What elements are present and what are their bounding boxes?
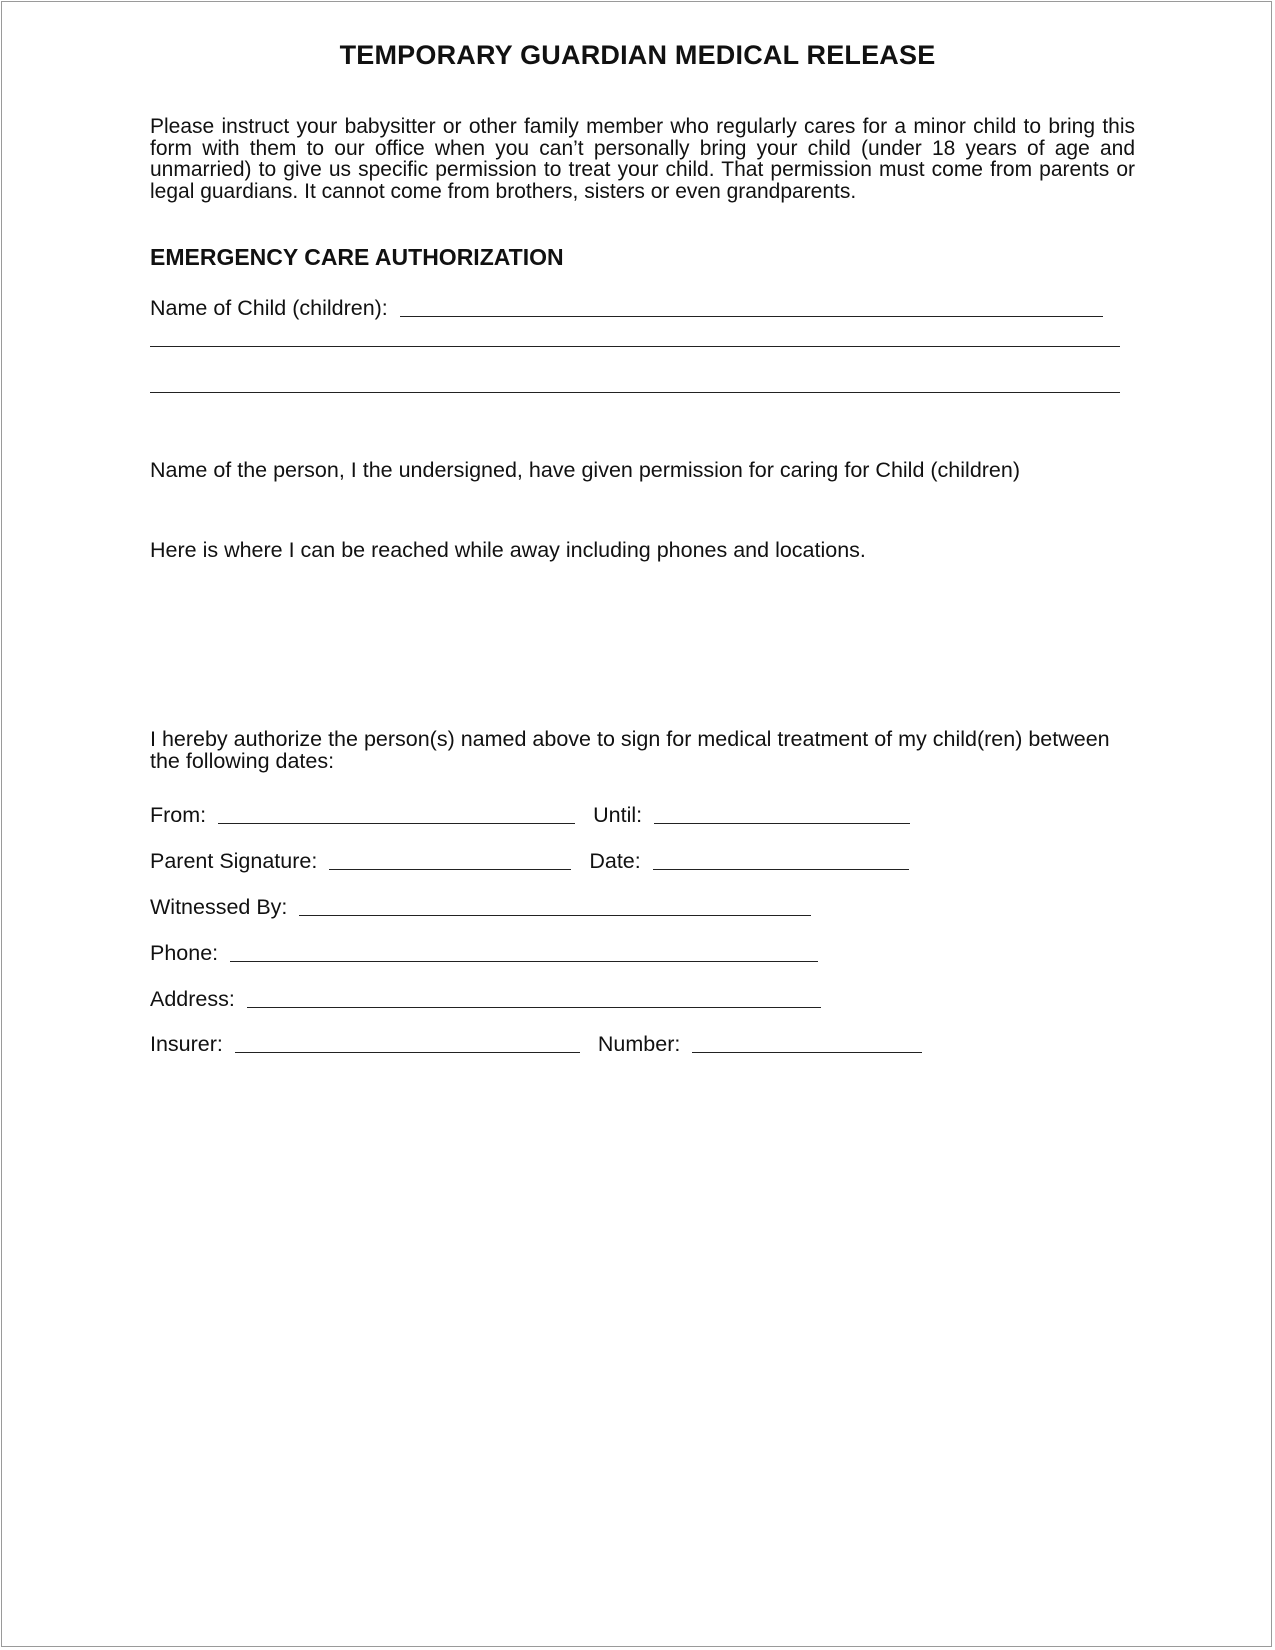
child-name-row xyxy=(150,296,1103,321)
child-name-field-3[interactable] xyxy=(150,391,1120,393)
section-heading: EMERGENCY CARE AUTHORIZATION xyxy=(150,244,564,270)
witnessed-by-field[interactable] xyxy=(299,914,811,916)
from-field[interactable] xyxy=(218,822,575,824)
parent-signature-label: Parent Signature: xyxy=(150,849,318,873)
phone-field[interactable] xyxy=(230,960,818,962)
caregiver-statement: Name of the person, I the undersigned, have given permission for caring for Child (children) xyxy=(150,458,1021,482)
intro-paragraph: Please instruct your babysitter or other family member who regularly cares for a minor child to bring this form with them to our office when you can’t personally bring your child (under 18 years of age and unmarried) to give us specific permission to treat your child. That permission must come from parents or legal guardians. It cannot come from brothers, sisters or even grandparents. xyxy=(150,115,1135,203)
date-label: Date: xyxy=(589,849,641,873)
insurer-field[interactable] xyxy=(235,1051,580,1053)
phone-row xyxy=(150,941,818,966)
number-label: Number: xyxy=(597,1032,681,1056)
document-title: TEMPORARY GUARDIAN MEDICAL RELEASE xyxy=(339,40,936,70)
number-field[interactable] xyxy=(692,1051,922,1053)
until-label: Until: xyxy=(593,803,643,827)
child-name-field-2[interactable] xyxy=(150,345,1120,347)
witnessed-by-label: Witnessed By: xyxy=(150,895,288,919)
dates-row xyxy=(150,803,910,828)
address-label: Address: xyxy=(150,987,235,1011)
child-name-field-1[interactable] xyxy=(400,315,1103,317)
parent-signature-field[interactable] xyxy=(329,868,571,870)
contact-statement: Here is where I can be reached while away including phones and locations. xyxy=(150,538,866,562)
child-name-row-2 xyxy=(150,345,1120,351)
child-name-row-3 xyxy=(150,391,1120,397)
authorization-statement: I hereby authorize the person(s) named above to sign for medical treatment of my child(ren) between the following dates: xyxy=(150,727,1110,773)
phone-label: Phone: xyxy=(150,941,219,965)
insurer-label: Insurer: xyxy=(150,1032,223,1056)
address-field[interactable] xyxy=(247,1006,821,1008)
child-name-label: Name of Child (children): xyxy=(150,296,388,320)
date-field[interactable] xyxy=(653,868,909,870)
until-field[interactable] xyxy=(654,822,910,824)
signature-row xyxy=(150,849,909,874)
witness-row xyxy=(150,895,811,920)
address-row xyxy=(150,987,821,1012)
insurance-row xyxy=(150,1032,922,1057)
from-label: From: xyxy=(150,803,207,827)
